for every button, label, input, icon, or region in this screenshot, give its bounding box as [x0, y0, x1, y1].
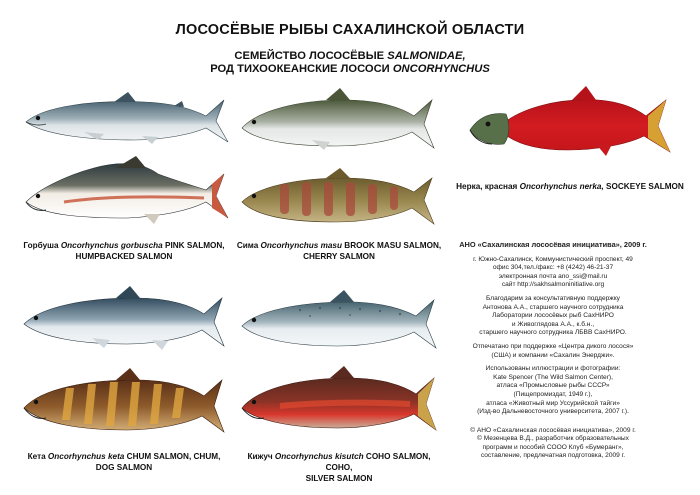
copyright-line: © Мезенцева В.Д., разработчик образовательных — [477, 435, 629, 443]
printed-line: (США) и компании «Сахалин Энерджи». — [491, 351, 615, 359]
caption-sockeye-en1: SOCKEYE SALMON — [603, 182, 684, 191]
subtitle-genus-label: РОД ТИХООКЕАНСКИЕ ЛОСОСИ — [210, 63, 393, 75]
caption-chum-en2: DOG SALMON — [95, 463, 153, 472]
credit-line: (Изд-во Дальневосточного университета, 2007 г.). — [477, 408, 629, 416]
caption-masu-ru: Сима — [236, 241, 261, 250]
phone-line: офис 304,тел./факс: +8 (4242) 46-21-37 — [492, 264, 614, 272]
caption-chum-salmon — [20, 451, 228, 473]
info-block — [434, 241, 672, 466]
printing-support — [434, 343, 672, 360]
thanks-line: Антонова А.А., старшего научного сотрудника — [482, 303, 624, 311]
caption-masu-salmon — [236, 240, 442, 262]
caption-pink-ru: Горбуша — [23, 241, 61, 250]
subtitle-genus-latin: ONCORHYNCHUS — [392, 63, 490, 75]
copyright — [434, 427, 672, 461]
coho-salmon-spawning-illustration — [240, 366, 438, 438]
masu-salmon-spawning-illustration — [240, 168, 436, 230]
caption-masu-en2: CHERRY SALMON — [303, 252, 375, 261]
subtitle-family-latin: SALMONIDAE, — [387, 50, 466, 62]
pink-salmon-spawning-illustration — [24, 156, 230, 230]
credit-line: Kate Spencer (The Wild Salmon Center), — [493, 373, 613, 381]
thanks-line: Лаборатории лососёвых рыб СахНИРО — [492, 312, 614, 320]
caption-pink-en2: HUMPBACKED SALMON — [75, 252, 173, 261]
poster-subtitle — [0, 50, 700, 76]
coho-salmon-ocean-illustration — [240, 290, 438, 352]
org-heading: АНО «Сахалинская лососёвая инициатива», 2009 г. — [459, 240, 647, 249]
caption-pink-salmon — [20, 240, 228, 262]
illustration-credits — [434, 365, 672, 417]
caption-chum-en1: CHUM SALMON, CHUM, — [124, 452, 221, 461]
caption-coho-en2: SILVER SALMON — [305, 474, 373, 483]
caption-coho-latin: Oncorhynchus kisutch — [274, 452, 364, 461]
credit-line: атласа «Промысловые рыбы СССР» — [496, 382, 610, 390]
address-line: г. Южно-Сахалинск, Коммунистический проспект, 49 — [473, 255, 633, 263]
org-address — [434, 256, 672, 290]
copyright-line: составление, предлечатная подготовка, 2009 г. — [480, 452, 626, 460]
masu-salmon-ocean-illustration — [240, 88, 436, 154]
email-line: электронная почта ano_ssi@mail.ru — [498, 272, 608, 280]
credit-line: Использованы иллюстрации и фотографии: — [485, 365, 621, 373]
caption-masu-en1: BROOK MASU SALMON, — [342, 241, 442, 250]
chum-salmon-ocean-illustration — [22, 286, 226, 352]
printed-line: Отпечатано при поддержке «Центра дикого лосося» — [472, 342, 634, 350]
caption-chum-latin: Oncorhynchus keta — [47, 452, 125, 461]
caption-coho-salmon — [234, 451, 444, 484]
caption-pink-latin: Oncorhynchus gorbuscha — [60, 241, 163, 250]
thanks-line: и Живоглядова А.А., к.б.н., — [511, 320, 595, 328]
copyright-line: © АНО «Сахалинская лососёвая инициатива», 2009 г. — [470, 426, 636, 434]
website-line: сайт http://sakhsalmoninitiative.org — [501, 281, 605, 289]
poster-title: ЛОСОСЁВЫЕ РЫБЫ САХАЛИНСКОЙ ОБЛАСТИ — [175, 22, 525, 38]
sockeye-salmon-illustration — [468, 86, 672, 166]
chum-salmon-spawning-illustration — [22, 368, 226, 438]
subtitle-family-label: СЕМЕЙСТВО ЛОСОСЁВЫЕ — [234, 50, 388, 62]
caption-masu-latin: Oncorhynchus masu — [260, 241, 342, 250]
thanks-line: старшего научного сотрудника ЛБВВ СахНИРО. — [479, 329, 627, 337]
thanks-line: Благодарим за консультативную поддержку — [486, 294, 620, 302]
caption-sockeye-salmon — [444, 181, 696, 192]
caption-sockeye-latin: Oncorhynchus nerka, — [519, 182, 604, 191]
pink-salmon-ocean-illustration — [24, 92, 230, 148]
credit-line: (Пищепромиздат, 1949 г.), — [513, 390, 593, 398]
caption-chum-ru: Кета — [27, 452, 48, 461]
acknowledgements — [434, 295, 672, 338]
caption-pink-en1: PINK SALMON, — [162, 241, 225, 250]
caption-sockeye-ru: Нерка, красная — [456, 182, 520, 191]
caption-coho-ru: Кижуч — [247, 452, 275, 461]
copyright-line: программ и пособий СООО Клуб «Бумеранг», — [482, 443, 624, 451]
credit-line: атласа «Животный мир Уссурийской тайги» — [486, 399, 620, 407]
caption-coho-en1: COHO SALMON, COHO, — [325, 452, 431, 472]
